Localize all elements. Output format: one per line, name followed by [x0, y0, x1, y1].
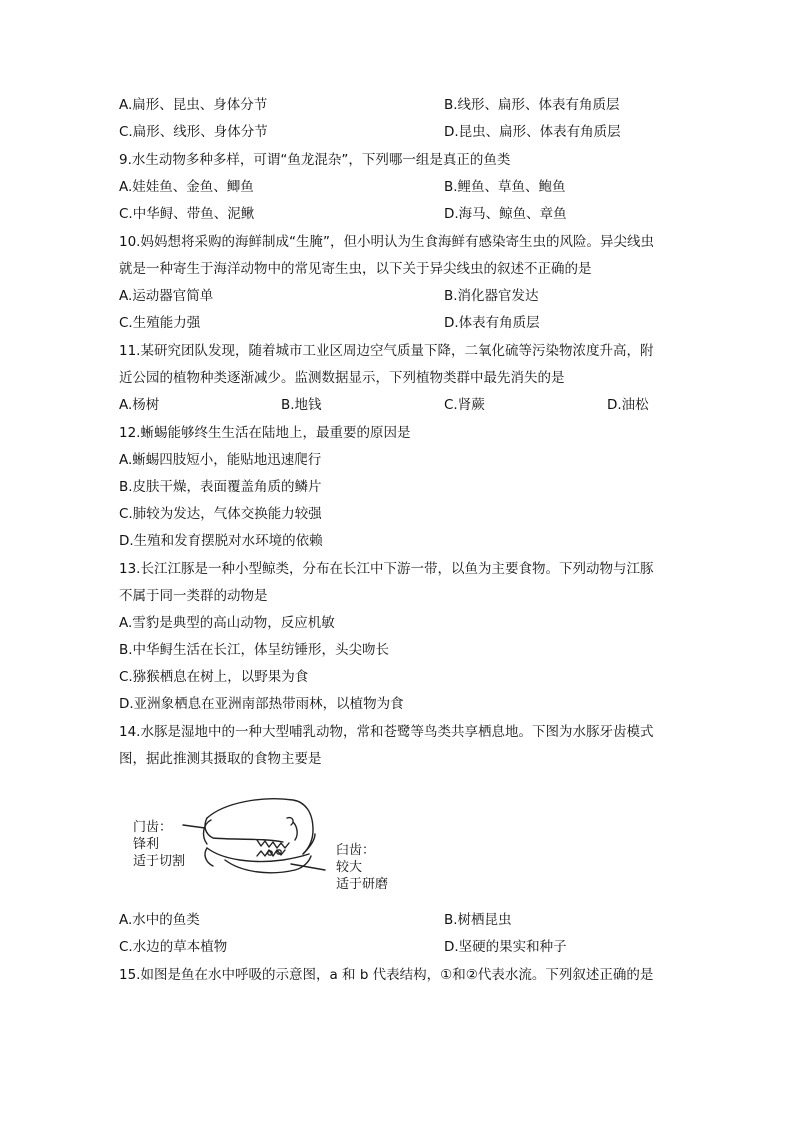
q14-stem-line2: 图，据此推测其摄取的食物主要是 [119, 751, 322, 767]
q10-stem-line2: 就是一种寄生于海洋动物中的常见寄生虫，以下关于异尖线虫的叙述不正确的是 [119, 261, 592, 277]
q11-option-a: A.杨树 [119, 397, 160, 413]
incisor-label-title: 门齿： [133, 820, 173, 835]
q13-option-b: B.中华鲟生活在长江，体呈纺锤形，头尖吻长 [119, 642, 390, 658]
q12-option-d: D.生殖和发育摆脱对水环境的依赖 [119, 533, 323, 549]
q9-option-a: A.娃娃鱼、金鱼、鲫鱼 [119, 179, 254, 195]
q8-option-d: D.昆虫、扁形、体表有角质层 [444, 124, 621, 140]
q12-option-c: C.肺较为发达，气体交换能力较强 [119, 506, 322, 522]
q13-stem-line1: 13.长江江豚是一种小型鲸类，分布在长江中下游一带，以鱼为主要食物。下列动物与江豚 [119, 561, 654, 577]
q14-option-b: B.树栖昆虫 [444, 912, 512, 928]
molar-label-title: 臼齿： [336, 843, 376, 858]
incisor-label-sharp: 锋利 [133, 837, 160, 852]
q13-option-a: A.雪豹是典型的高山动物，反应机敏 [119, 615, 335, 631]
q14-option-c: C.水边的草本植物 [119, 939, 228, 955]
q10-option-d: D.体表有角质层 [444, 315, 540, 331]
q10-option-b: B.消化器官发达 [444, 288, 539, 304]
q9-option-d: D.海马、鲸鱼、章鱼 [444, 206, 567, 222]
q10-stem-line1: 10.妈妈想将采购的海鲜制成“生腌”，但小明认为生食海鲜有感染寄生虫的风险。异尖线虫 [119, 234, 654, 250]
capybara-teeth-figure [133, 790, 423, 895]
q8-option-a: A.扁形、昆虫、身体分节 [119, 97, 268, 113]
incisor-label-function: 适于切割 [133, 854, 186, 869]
q11-stem-line2: 近公园的植物种类逐渐减少。监测数据显示，下列植物类群中最先消失的是 [119, 370, 565, 386]
q9-option-b: B.鲤鱼、草鱼、鲍鱼 [444, 179, 566, 195]
q12-option-a: A.蜥蜴四肢短小，能贴地迅速爬行 [119, 452, 322, 468]
q11-option-c: C.肾蕨 [444, 397, 485, 413]
q11-option-d: D.油松 [607, 397, 649, 413]
q8-option-b: B.线形、扁形、体表有角质层 [444, 97, 620, 113]
q13-option-c: C.猕猴栖息在树上，以野果为食 [119, 669, 309, 685]
q13-option-d: D.亚洲象栖息在亚洲南部热带雨林，以植物为食 [119, 696, 404, 712]
q9-stem: 9.水生动物多种多样，可谓“鱼龙混杂”，下列哪一组是真正的鱼类 [119, 152, 511, 168]
q12-option-b: B.皮肤干燥，表面覆盖角质的鳞片 [119, 479, 322, 495]
q9-option-c: C.中华鲟、带鱼、泥鳅 [119, 206, 255, 222]
q14-option-d: D.坚硬的果实和种子 [444, 939, 567, 955]
q11-stem-line1: 11.某研究团队发现，随着城市工业区周边空气质量下降，二氧化硫等污染物浓度升高，附 [119, 343, 654, 359]
molar-label-large: 较大 [336, 860, 363, 875]
q11-option-b: B.地钱 [281, 397, 322, 413]
q12-stem: 12.蜥蜴能够终生生活在陆地上，最重要的原因是 [119, 425, 411, 441]
q10-option-a: A.运动器官简单 [119, 288, 214, 304]
q13-stem-line2: 不属于同一类群的动物是 [119, 588, 268, 604]
molar-label-function: 适于研磨 [336, 877, 389, 892]
q8-option-c: C.扁形、线形、身体分节 [119, 124, 268, 140]
q14-stem-line1: 14.水豚是湿地中的一种大型哺乳动物，常和苍鹭等鸟类共享栖息地。下图为水豚牙齿模式 [119, 724, 654, 740]
q14-option-a: A.水中的鱼类 [119, 912, 200, 928]
q10-option-c: C.生殖能力强 [119, 315, 201, 331]
q15-stem: 15.如图是鱼在水中呼吸的示意图，a 和 b 代表结构，①和②代表水流。下列叙述正确的是 [119, 967, 654, 983]
